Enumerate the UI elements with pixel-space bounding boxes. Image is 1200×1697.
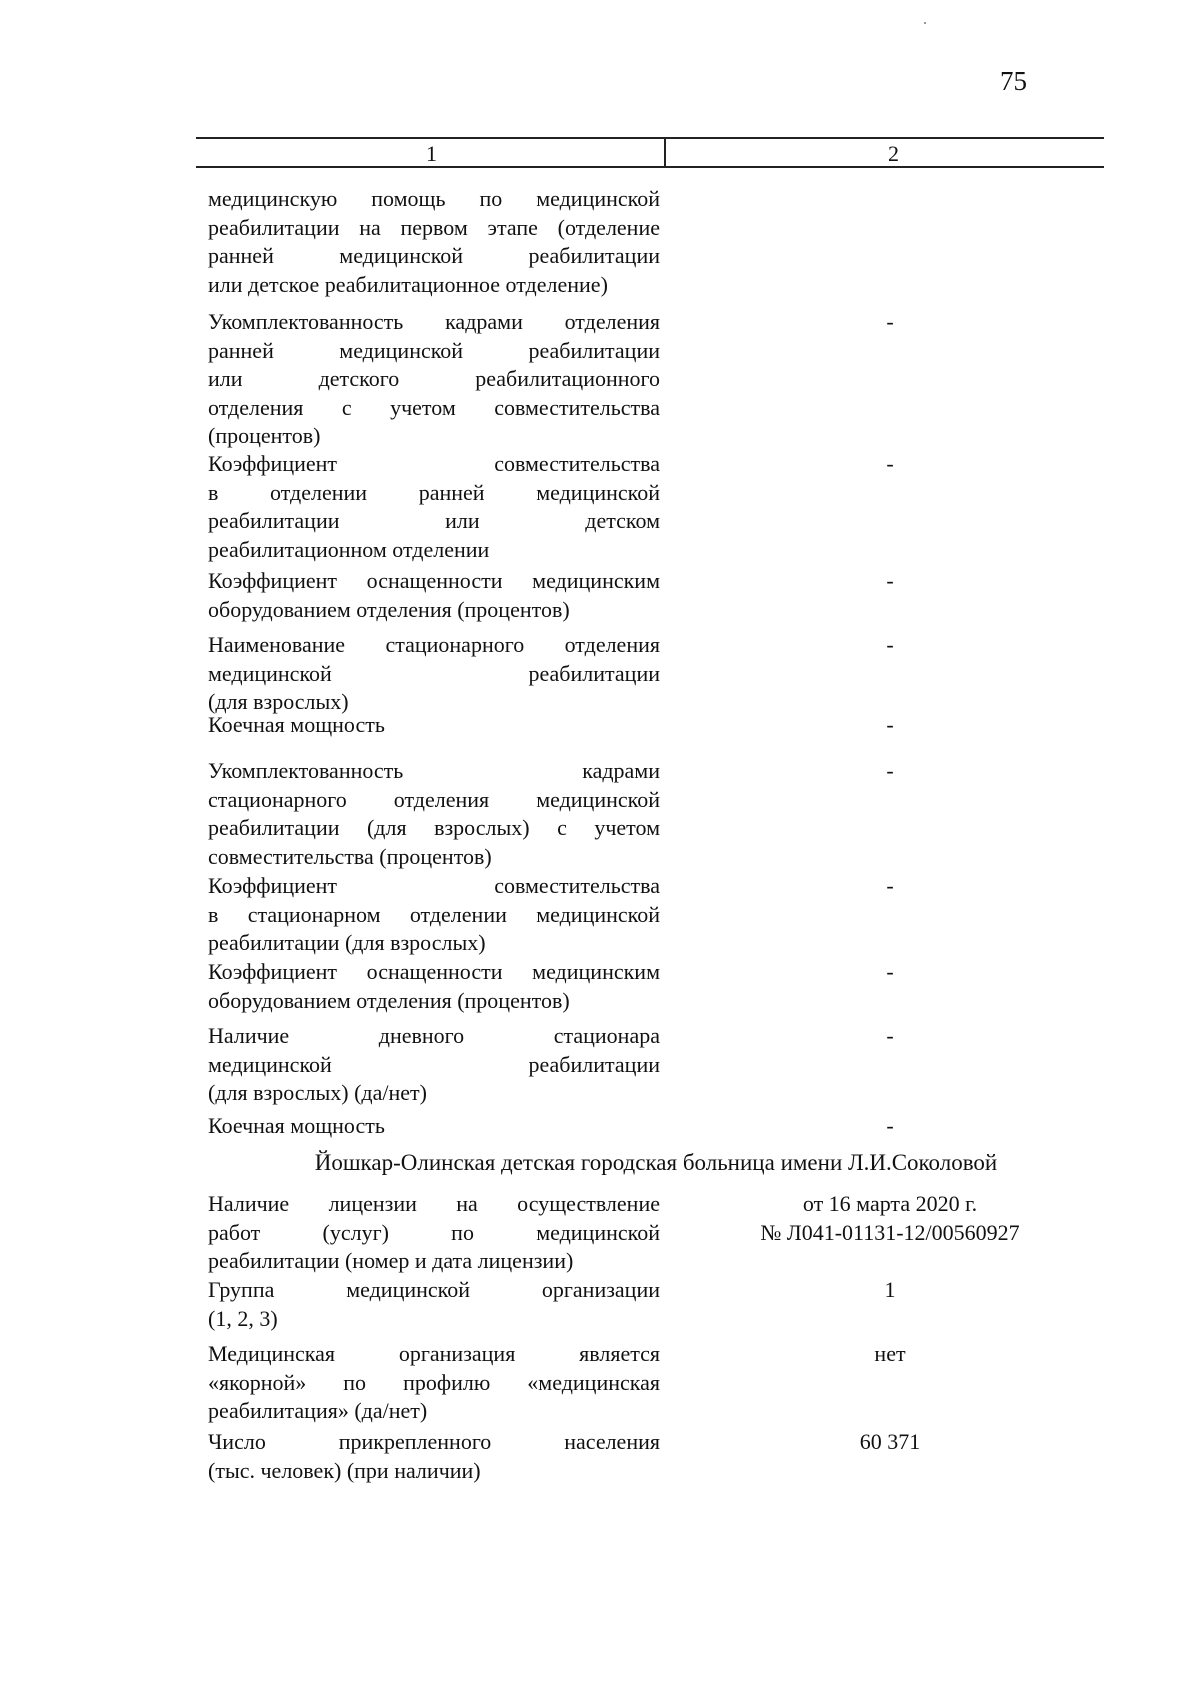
section-title: Йошкар-Олинская детская городская больница имени Л.И.Соколовой	[314, 1150, 998, 1175]
row-label-line: (1, 2, 3)	[208, 1305, 278, 1331]
column-number-2: 2	[888, 141, 899, 166]
row-value	[720, 1340, 1060, 1369]
row-label	[208, 711, 660, 740]
row-value-line: -	[886, 568, 894, 593]
row-label-line: Коэффициент оснащенности медицинским	[208, 568, 660, 593]
row-label-line: Укомплектованность кадрами	[208, 758, 660, 783]
row-value	[720, 711, 1060, 740]
row-label-line: совместительства (процентов)	[208, 843, 492, 869]
row-label-line: (тыс. человек) (при наличии)	[208, 1457, 481, 1483]
row-value-line: -	[886, 309, 894, 334]
row-label-line: или детского реабилитационного	[208, 366, 660, 391]
row-label	[208, 1022, 660, 1108]
row-label-line: оборудованием отделения (процентов)	[208, 596, 570, 622]
row-label	[208, 872, 660, 958]
row-label-line: Наличие лицензии на осуществление	[208, 1191, 660, 1216]
row-label	[208, 757, 660, 871]
row-value	[720, 1276, 1060, 1305]
row-label	[208, 631, 660, 717]
row-label	[208, 1276, 660, 1333]
row-value-line: № Л041-01131-12/00560927	[760, 1219, 1020, 1245]
row-value-line: -	[886, 959, 894, 984]
row-label-line: (для взрослых) (да/нет)	[208, 1080, 427, 1105]
table-header	[196, 137, 1104, 169]
row-value	[720, 308, 1060, 337]
row-label	[208, 1190, 660, 1276]
row-label-line: в отделении ранней медицинской	[208, 479, 660, 505]
row-label-line: реабилитации (для взрослых)	[208, 930, 486, 955]
row-label-line: в стационарном отделении медицинской	[208, 901, 660, 927]
row-label-line: Коечная мощность	[208, 1113, 385, 1138]
row-value-line: от 16 марта 2020 г.	[802, 1191, 978, 1216]
row-label	[208, 1340, 660, 1426]
row-label-line: или детское реабилитационное отделение)	[208, 271, 608, 297]
row-label-line: реабилитации или детском	[208, 508, 660, 533]
row-label-line: реабилитации на первом этапе (отделение	[208, 214, 660, 240]
row-label	[208, 1428, 660, 1485]
row-label-line: Коэффициент оснащенности медицинским	[208, 959, 660, 984]
row-label	[208, 308, 660, 451]
row-value	[720, 1022, 1060, 1051]
column-number-1: 1	[426, 141, 437, 166]
row-label-line: медицинскую помощь по медицинской	[208, 186, 660, 211]
row-label	[208, 958, 660, 1015]
row-label-line: Наименование стационарного отделения	[208, 632, 660, 657]
row-label-line: реабилитации (для взрослых) с учетом	[208, 815, 660, 840]
row-value-line: -	[886, 712, 894, 737]
header-top-rule	[196, 137, 1104, 139]
row-label-line: стационарного отделения медицинской	[208, 786, 660, 812]
row-label-line: Наличие дневного стационара	[208, 1023, 660, 1048]
row-label	[208, 185, 660, 299]
row-value-line: 60 371	[859, 1429, 921, 1454]
row-value-line: нет	[874, 1341, 906, 1366]
row-label-line: реабилитации (номер и дата лицензии)	[208, 1248, 574, 1273]
row-label-line: (процентов)	[208, 423, 321, 448]
row-label-line: ранней медицинской реабилитации	[208, 243, 660, 268]
row-value	[720, 1112, 1060, 1141]
row-value	[720, 958, 1060, 987]
row-label-line: Коэффициент совместительства	[208, 873, 660, 898]
scan-speck	[924, 22, 926, 24]
row-label-line: медицинской реабилитации	[208, 660, 660, 686]
row-label-line: Укомплектованность кадрами отделения	[208, 309, 660, 334]
row-value	[720, 872, 1060, 901]
row-value	[720, 757, 1060, 786]
row-label-line: (для взрослых)	[208, 689, 349, 714]
row-label-line: «якорной» по профилю «медицинская	[208, 1369, 660, 1395]
row-value-line: -	[886, 1113, 894, 1138]
row-label-line: Коэффициент совместительства	[208, 451, 660, 476]
row-value-line: 1	[884, 1277, 896, 1302]
row-label	[208, 567, 660, 624]
row-value-line: -	[886, 632, 894, 657]
row-value	[720, 631, 1060, 660]
row-label-line: Группа медицинской организации	[208, 1277, 660, 1302]
header-column-divider	[664, 137, 666, 167]
row-value	[720, 1428, 1060, 1457]
row-label-line: реабилитация» (да/нет)	[208, 1398, 428, 1423]
row-label	[208, 1112, 660, 1141]
page-number: 75	[1000, 66, 1027, 96]
row-label-line: Коечная мощность	[208, 712, 385, 737]
row-value	[720, 450, 1060, 479]
header-bottom-rule	[196, 166, 1104, 168]
row-label-line: работ (услуг) по медицинской	[208, 1219, 660, 1245]
row-label-line: Число прикрепленного населения	[208, 1429, 660, 1454]
row-label-line: ранней медицинской реабилитации	[208, 337, 660, 363]
row-value-line: -	[886, 873, 894, 898]
row-value-line: -	[886, 1023, 894, 1048]
row-value	[720, 1190, 1060, 1247]
row-label-line: оборудованием отделения (процентов)	[208, 987, 570, 1013]
row-label-line: Медицинская организация является	[208, 1341, 660, 1366]
row-label-line: реабилитационном отделении	[208, 536, 490, 562]
row-value-line: -	[886, 758, 894, 783]
row-label	[208, 450, 660, 564]
row-label-line: медицинской реабилитации	[208, 1051, 660, 1077]
row-value-line: -	[886, 451, 894, 476]
row-label-line: отделения с учетом совместительства	[208, 394, 660, 420]
row-value	[720, 567, 1060, 596]
